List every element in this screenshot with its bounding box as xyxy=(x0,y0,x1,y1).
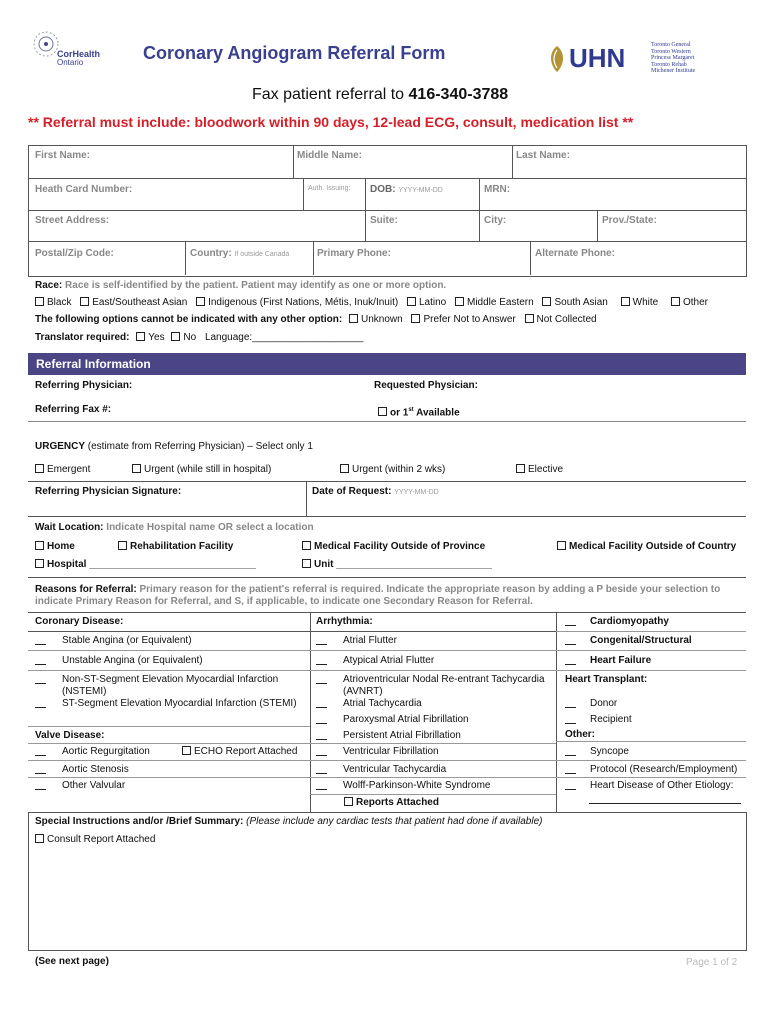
alt-phone-label[interactable]: Alternate Phone: xyxy=(535,248,616,259)
signature-label[interactable]: Referring Physician Signature: xyxy=(35,486,182,497)
requested-physician-label[interactable]: Requested Physician: xyxy=(374,380,478,391)
reason-stable-angina[interactable]: Stable Angina (or Equivalent) xyxy=(35,635,192,647)
uhn-logo xyxy=(545,42,705,76)
urgency-urgent-hospital[interactable]: Urgent (while still in hospital) xyxy=(132,464,271,476)
health-card-label[interactable]: Heath Card Number: xyxy=(35,184,133,195)
uhn-site: Michener Institute xyxy=(651,68,696,74)
fax-line xyxy=(252,85,508,105)
prov-label[interactable]: Prov./State: xyxy=(602,215,657,226)
arrhythmia-title: Arrhythmia: xyxy=(316,616,373,627)
reason-stemi[interactable]: ST-Segment Elevation Myocardial Infarction (STEMI) xyxy=(35,698,297,710)
uhn-site: Toronto Western xyxy=(651,48,691,55)
first-available-checkbox[interactable]: or 1st Available xyxy=(378,404,460,419)
city-label[interactable]: City: xyxy=(484,215,507,226)
coronary-title: Coronary Disease: xyxy=(35,616,124,627)
wait-home[interactable]: Home xyxy=(35,541,75,553)
special-instructions-box[interactable] xyxy=(28,812,747,951)
see-next-page: (See next page) xyxy=(35,956,109,967)
referring-fax-label[interactable]: Referring Fax #: xyxy=(35,404,112,415)
race-option-other[interactable]: Other xyxy=(671,297,708,308)
reason-congenital[interactable]: Congenital/Structural xyxy=(565,635,692,647)
last-name-label[interactable]: Last Name: xyxy=(516,150,570,161)
translator-no[interactable]: No xyxy=(171,332,196,343)
reason-atrial-flutter[interactable]: Atrial Flutter xyxy=(316,635,397,647)
urgency-heading: URGENCY (estimate from Referring Physician) – Select only 1 xyxy=(35,441,313,452)
fax-text: Fax patient referral to xyxy=(252,86,409,103)
race-exclusive: The following options cannot be indicated with any other option: Unknown Prefer Not to Answer Not Collected xyxy=(35,314,597,325)
reason-donor[interactable]: Donor xyxy=(565,698,617,710)
country-label[interactable]: Country: If outside Canada xyxy=(190,248,290,259)
referral-section-banner: Referral Information xyxy=(28,353,746,375)
race-option-unknown[interactable]: Unknown xyxy=(349,314,403,325)
consult-attached-checkbox[interactable]: Consult Report Attached xyxy=(35,834,155,846)
reason-avnrt[interactable]: Atrioventricular Nodal Re-entrant Tachycardia xyxy=(316,674,545,686)
uhn-leaf-icon xyxy=(545,44,569,74)
echo-attached-checkbox[interactable]: ECHO Report Attached xyxy=(182,746,297,758)
reason-ventricular-fib[interactable]: Ventricular Fibrillation xyxy=(316,746,439,758)
uhn-site: Princess Margaret xyxy=(651,55,695,61)
first-name-label[interactable]: First Name: xyxy=(35,150,91,161)
race-heading: Race: Race is self-identified by the patient. Patient may identify as one or more option. xyxy=(35,280,447,291)
fax-number: 416-340-3788 xyxy=(408,86,509,103)
corhealth-sub: Ontario xyxy=(57,58,84,67)
uhn-site: Toronto Rehab xyxy=(651,61,687,68)
urgency-elective[interactable]: Elective xyxy=(516,464,563,476)
reason-wpw[interactable]: Wolff-Parkinson-White Syndrome xyxy=(316,780,490,792)
auth-issuing-label[interactable]: Auth. Issuing: xyxy=(308,185,351,192)
corhealth-name: CorHealth xyxy=(57,49,101,59)
race-option-white[interactable]: White xyxy=(621,297,659,308)
requirement-notice: ** Referral must include: bloodwork within 90 days, 12-lead ECG, consult, medication list ** xyxy=(28,114,634,130)
reports-attached-checkbox[interactable]: Reports Attached xyxy=(344,797,439,809)
date-of-request-label[interactable]: Date of Request: YYYY-MM-DD xyxy=(312,486,439,497)
reason-aortic-stenosis[interactable]: Aortic Stenosis xyxy=(35,764,129,776)
postal-label[interactable]: Postal/Zip Code: xyxy=(35,248,114,259)
wait-outside-province[interactable]: Medical Facility Outside of Province xyxy=(302,541,485,553)
referring-physician-label[interactable]: Referring Physician: xyxy=(35,380,133,391)
reason-protocol[interactable]: Protocol (Research/Employment) xyxy=(565,764,737,776)
other-etiology-line[interactable] xyxy=(589,803,741,804)
mrn-label[interactable]: MRN: xyxy=(484,184,511,195)
uhn-site: Toronto General xyxy=(651,42,691,48)
translator-row: Translator required: Yes No Language:____________________ xyxy=(35,332,364,343)
primary-phone-label[interactable]: Primary Phone: xyxy=(317,248,391,259)
wait-unit[interactable]: Unit ____________________________ xyxy=(302,559,492,571)
reason-paroxysmal-af[interactable]: Paroxysmal Atrial Fibrillation xyxy=(316,714,469,726)
wait-outside-country[interactable]: Medical Facility Outside of Country xyxy=(557,541,736,553)
reasons-heading-2: indicate Primary Reason for Referral, and S, if applicable, to indicate one Secondary Reason for Referral. xyxy=(35,596,533,607)
reason-nstemi-abbr: (NSTEMI) xyxy=(62,686,107,697)
race-option-latino[interactable]: Latino xyxy=(407,297,446,308)
language-field[interactable]: Language:____________________ xyxy=(204,332,364,343)
wait-hospital[interactable]: Hospital ______________________________ xyxy=(35,559,256,571)
reason-aortic-regurgitation[interactable]: Aortic Regurgitation xyxy=(35,746,150,758)
reasons-heading: Reasons for Referral: Primary reason for the patient's referral is required. Indicate the appropriate reason by adding a P beside your selection to xyxy=(35,584,721,595)
reason-heart-failure[interactable]: Heart Failure xyxy=(565,655,651,667)
reason-ventricular-tach[interactable]: Ventricular Tachycardia xyxy=(316,764,446,776)
street-label[interactable]: Street Address: xyxy=(35,215,110,226)
urgency-urgent-2wks[interactable]: Urgent (within 2 wks) xyxy=(340,464,445,476)
translator-yes[interactable]: Yes xyxy=(136,332,164,343)
reason-persistent-af[interactable]: Persistent Atrial Fibrillation xyxy=(316,730,461,742)
reason-atypical-flutter[interactable]: Atypical Atrial Flutter xyxy=(316,655,434,667)
race-option-east-asian[interactable]: East/Southeast Asian xyxy=(80,297,187,308)
suite-label[interactable]: Suite: xyxy=(370,215,398,226)
middle-name-label[interactable]: Middle Name: xyxy=(297,150,363,161)
reason-other-valvular[interactable]: Other Valvular xyxy=(35,780,125,792)
race-option-middle-eastern[interactable]: Middle Eastern xyxy=(455,297,534,308)
reason-recipient[interactable]: Recipient xyxy=(565,714,632,726)
transplant-title: Heart Transplant: xyxy=(565,674,648,685)
uhn-sites xyxy=(651,42,695,75)
uhn-name: UHN xyxy=(569,43,626,73)
reason-syncope[interactable]: Syncope xyxy=(565,746,629,758)
page-title: Coronary Angiogram Referral Form xyxy=(143,43,446,63)
corhealth-logo xyxy=(30,26,110,68)
special-instructions-heading: Special Instructions and/or /Brief Summary: (Please include any cardiac tests that patient had done if available) xyxy=(35,816,543,827)
page-number: Page 1 of 2 xyxy=(686,957,738,968)
race-option-prefer-not[interactable]: Prefer Not to Answer xyxy=(411,314,515,325)
race-option-black[interactable]: Black xyxy=(35,297,71,308)
wait-rehab[interactable]: Rehabilitation Facility xyxy=(118,541,233,553)
urgency-emergent[interactable]: Emergent xyxy=(35,464,90,476)
race-options xyxy=(35,297,708,309)
reason-nstemi[interactable]: Non-ST-Segment Elevation Myocardial Infarction xyxy=(35,674,278,686)
race-option-south-asian[interactable]: South Asian xyxy=(542,297,607,308)
reason-cardiomyopathy[interactable]: Cardiomyopathy xyxy=(565,616,669,628)
other-title: Other: xyxy=(565,729,595,740)
valve-title: Valve Disease: xyxy=(35,730,105,741)
reason-atrial-tachycardia[interactable]: Atrial Tachycardia xyxy=(316,698,422,710)
reason-other-etiology[interactable]: Heart Disease of Other Etiology: xyxy=(565,780,733,792)
race-option-not-collected[interactable]: Not Collected xyxy=(525,314,597,325)
race-option-indigenous[interactable]: Indigenous (First Nations, Métis, Inuk/Inuit) xyxy=(196,297,398,308)
reason-unstable-angina[interactable]: Unstable Angina (or Equivalent) xyxy=(35,655,203,667)
dob-label[interactable]: DOB: YYYY-MM-DD xyxy=(370,184,443,195)
reason-avnrt-abbr: (AVNRT) xyxy=(343,686,383,697)
wait-location-heading: Wait Location: Indicate Hospital name OR select a location xyxy=(35,522,314,533)
